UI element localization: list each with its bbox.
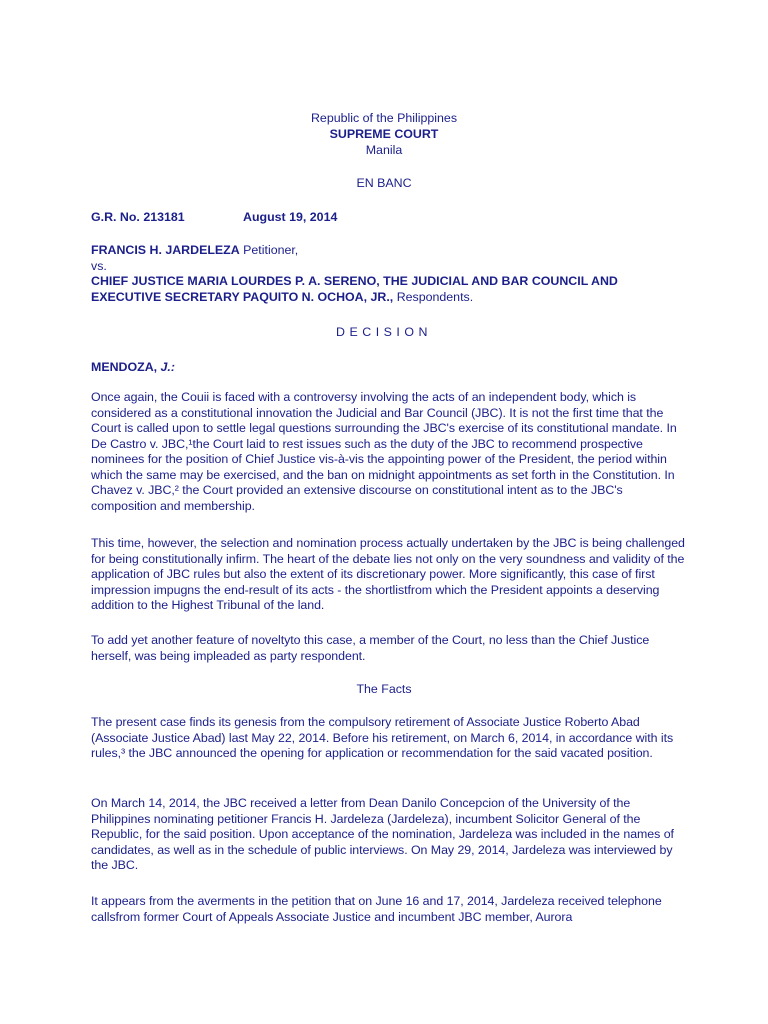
gr-number: G.R. No. 213181 (91, 210, 185, 224)
decision-title: DECISION (336, 325, 432, 339)
case-parties (91, 243, 691, 305)
ponente (91, 360, 175, 375)
paragraph-2: This time, however, the selection and nomination process actually undertaken by the JBC is being challenged for being constitutionally infirm. The heart of the debate lies not only on the very soundness and validity of the application of JBC rules but also the extent of its discretionary power. More significantly, this case of first impression impugns the end-result of its acts - the shortlistfrom which the President appoints a deserving addition to the Highest Tribunal of the land. (91, 536, 685, 612)
versus-label: vs. (91, 258, 107, 273)
petitioner-role: Petitioner, (239, 243, 299, 257)
ponente-name: MENDOZA, (91, 360, 161, 374)
division-label: EN BANC (356, 176, 412, 190)
paragraph-5: On March 14, 2014, the JBC received a letter from Dean Danilo Concepcion of the University of the Philippines nominating petitioner Francis H. Jardeleza (Jardeleza), incumbent Solicitor General of the Republic, for the said position. Upon acceptance of the nomination, Jardeleza was included in the names of candidates, as well as in the schedule of public interviews. On May 29, 2014, Jardeleza was interviewed by the JBC. (91, 796, 674, 872)
petitioner-name: FRANCIS H. JARDELEZA (91, 243, 240, 257)
respondents-role: Respondents. (393, 289, 474, 304)
paragraph-3: To add yet another feature of noveltyto this case, a member of the Court, no less than the Chief Justice herself, was being impleaded as party respondent. (91, 633, 650, 663)
respondents-line-2 (91, 290, 691, 306)
petitioner-line (91, 243, 691, 259)
ponente-suffix: J.: (160, 360, 175, 374)
respondents-names: EXECUTIVE SECRETARY PAQUITO N. OCHOA, JR., (91, 289, 394, 304)
respondents-line-1: CHIEF JUSTICE MARIA LOURDES P. A. SERENO, THE JUDICIAL AND BAR COUNCIL AND (91, 274, 618, 288)
paragraph-1: Once again, the Couii is faced with a controversy involving the acts of an independent body, which is considered as a constitutional innovation the Judicial and Bar Council (JBC). It is not the first time that the Court is called upon to settle legal questions surrounding the JBC's exercise of its constitutional mandate. In De Castro v. JBC,¹the Court laid to rest issues such as the duty of the JBC to recommend prospective nominees for the position of Chief Justice vis-à-vis the appointing power of the President, the period within which the same may be exercised, and the ban on midnight appointments as set forth in the Constitution. In Chavez v. JBC,² the Court provided an extensive discourse on constitutional intent as to the JBC's composition and membership. (91, 390, 677, 513)
republic-line: Republic of the Philippines (310, 111, 458, 125)
decision-date: August 19, 2014 (243, 210, 338, 224)
paragraph-4: The present case finds its genesis from the compulsory retirement of Associate Justice Roberto Abad (Associate Justice Abad) last May 22, 2014. Before his retirement, on March 6, 2014, in accordance with its rules,³ the JBC announced the opening for application or recommendation for the said vacated position. (91, 715, 674, 760)
facts-heading: The Facts (356, 682, 412, 696)
case-number-line (91, 210, 338, 225)
paragraph-6: It appears from the averments in the petition that on June 16 and 17, 2014, Jardeleza received telephone callsfrom former Court of Appeals Associate Justice and incumbent JBC member, Aurora (91, 894, 662, 924)
court-city: Manila (365, 143, 403, 157)
court-name: SUPREME COURT (329, 127, 439, 141)
